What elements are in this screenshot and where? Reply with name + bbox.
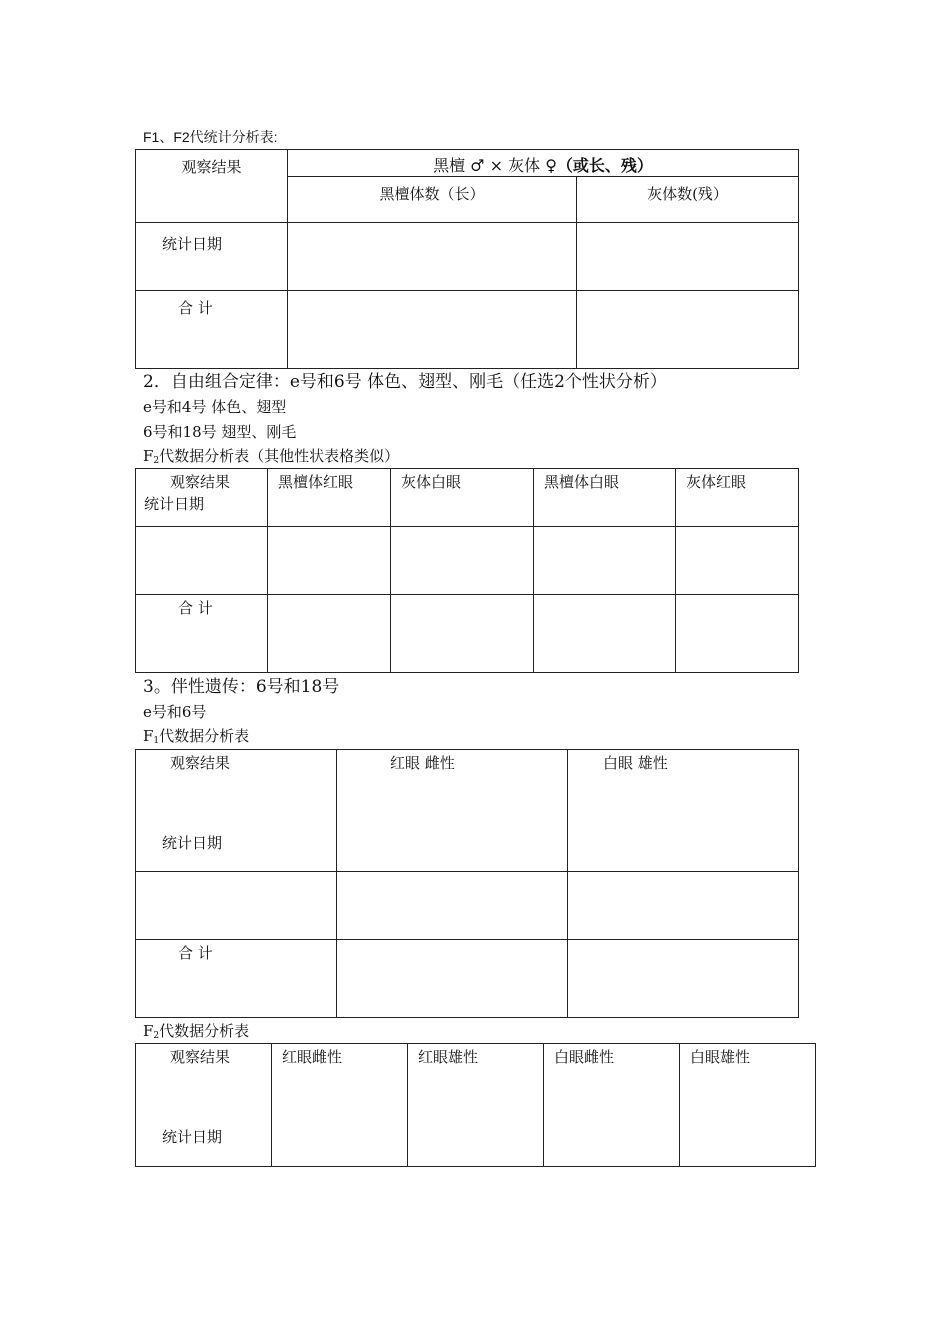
empty-cell[interactable] — [391, 595, 534, 673]
observe-header-cell — [136, 469, 268, 527]
total-label: 合 计 — [178, 599, 213, 617]
section2-heading: 2．自由组合定律：e号和6号 体色、翅型、刚毛（任选2个性状分析） — [143, 372, 667, 392]
empty-cell[interactable] — [288, 291, 577, 369]
cross-header-cell — [288, 150, 799, 177]
section2-table-caption: $F_2$代数据分析表（其他性状表格类似） — [143, 447, 400, 466]
empty-cell[interactable] — [136, 527, 268, 595]
empty-cell[interactable] — [577, 291, 799, 369]
empty-cell[interactable] — [337, 940, 568, 1018]
section3-heading: 3。伴性遗传：6号和18号 — [143, 677, 340, 697]
empty-cell[interactable] — [568, 872, 799, 940]
total-label: 合 计 — [178, 944, 213, 962]
empty-cell[interactable] — [391, 527, 534, 595]
row-date-label-cell — [136, 223, 288, 291]
col-header: 白眼 雄性 — [568, 750, 799, 872]
date-label: 统计日期 — [162, 235, 223, 253]
empty-cell[interactable] — [568, 940, 799, 1018]
cross-header — [288, 150, 798, 176]
col-black-count: 黑檀体数（长） — [288, 177, 577, 223]
col-header: 白眼雌性 — [544, 1044, 680, 1167]
empty-cell[interactable] — [337, 872, 568, 940]
f1-f2-stats-table — [135, 149, 799, 369]
empty-cell[interactable] — [577, 223, 799, 291]
empty-cell[interactable] — [268, 527, 391, 595]
empty-cell[interactable] — [268, 595, 391, 673]
col-gray-count: 灰体数(残） — [577, 177, 799, 223]
section1-title: F1、F2代统计分析表: — [143, 129, 278, 145]
observe-label: 观察结果 — [170, 473, 231, 491]
observe-label: 观察结果 — [170, 754, 231, 772]
col-header: 黑檀体红眼 — [268, 469, 391, 527]
empty-cell[interactable] — [676, 595, 799, 673]
col-header: 红眼雌性 — [272, 1044, 408, 1167]
empty-cell[interactable] — [534, 527, 676, 595]
observe-header-cell — [136, 1044, 272, 1167]
section2-line1: e号和4号 体色、翅型 — [143, 398, 287, 416]
date-label: 统计日期 — [162, 1128, 223, 1146]
section3-line1: e号和6号 — [143, 703, 207, 721]
cross-alt-label: （或长、残） — [556, 156, 653, 175]
empty-cell[interactable] — [534, 595, 676, 673]
empty-cell[interactable] — [676, 527, 799, 595]
col-header: 灰体白眼 — [391, 469, 534, 527]
observe-label: 观察结果 — [170, 1048, 231, 1066]
observe-header-cell — [136, 750, 337, 872]
f1-sex-linked-table — [135, 749, 799, 1018]
cross-label: 黑檀 ♂ × 灰体 ♀ — [433, 156, 557, 175]
total-label: 合 计 — [178, 299, 213, 317]
f2-sex-linked-table — [135, 1043, 816, 1167]
row-total-label-cell — [136, 291, 288, 369]
observe-label: 观察结果 — [181, 158, 242, 176]
empty-cell[interactable] — [136, 872, 337, 940]
f2-free-combination-table — [135, 468, 799, 673]
f2-table-caption: $F_2$代数据分析表 — [143, 1022, 250, 1041]
col-header: 红眼雄性 — [408, 1044, 544, 1167]
col-header: 红眼 雌性 — [337, 750, 568, 872]
row-total-label-cell — [136, 940, 337, 1018]
row-total-label-cell — [136, 595, 268, 673]
date-label: 统计日期 — [144, 495, 205, 513]
date-label: 统计日期 — [162, 834, 223, 852]
col-header: 白眼雄性 — [680, 1044, 816, 1167]
section2-line2: 6号和18号 翅型、刚毛 — [143, 423, 297, 441]
empty-cell[interactable] — [288, 223, 577, 291]
observe-header-cell — [136, 150, 288, 223]
f1-table-caption: $F_1$代数据分析表 — [143, 727, 250, 746]
col-header: 灰体红眼 — [676, 469, 799, 527]
col-header: 黑檀体白眼 — [534, 469, 676, 527]
